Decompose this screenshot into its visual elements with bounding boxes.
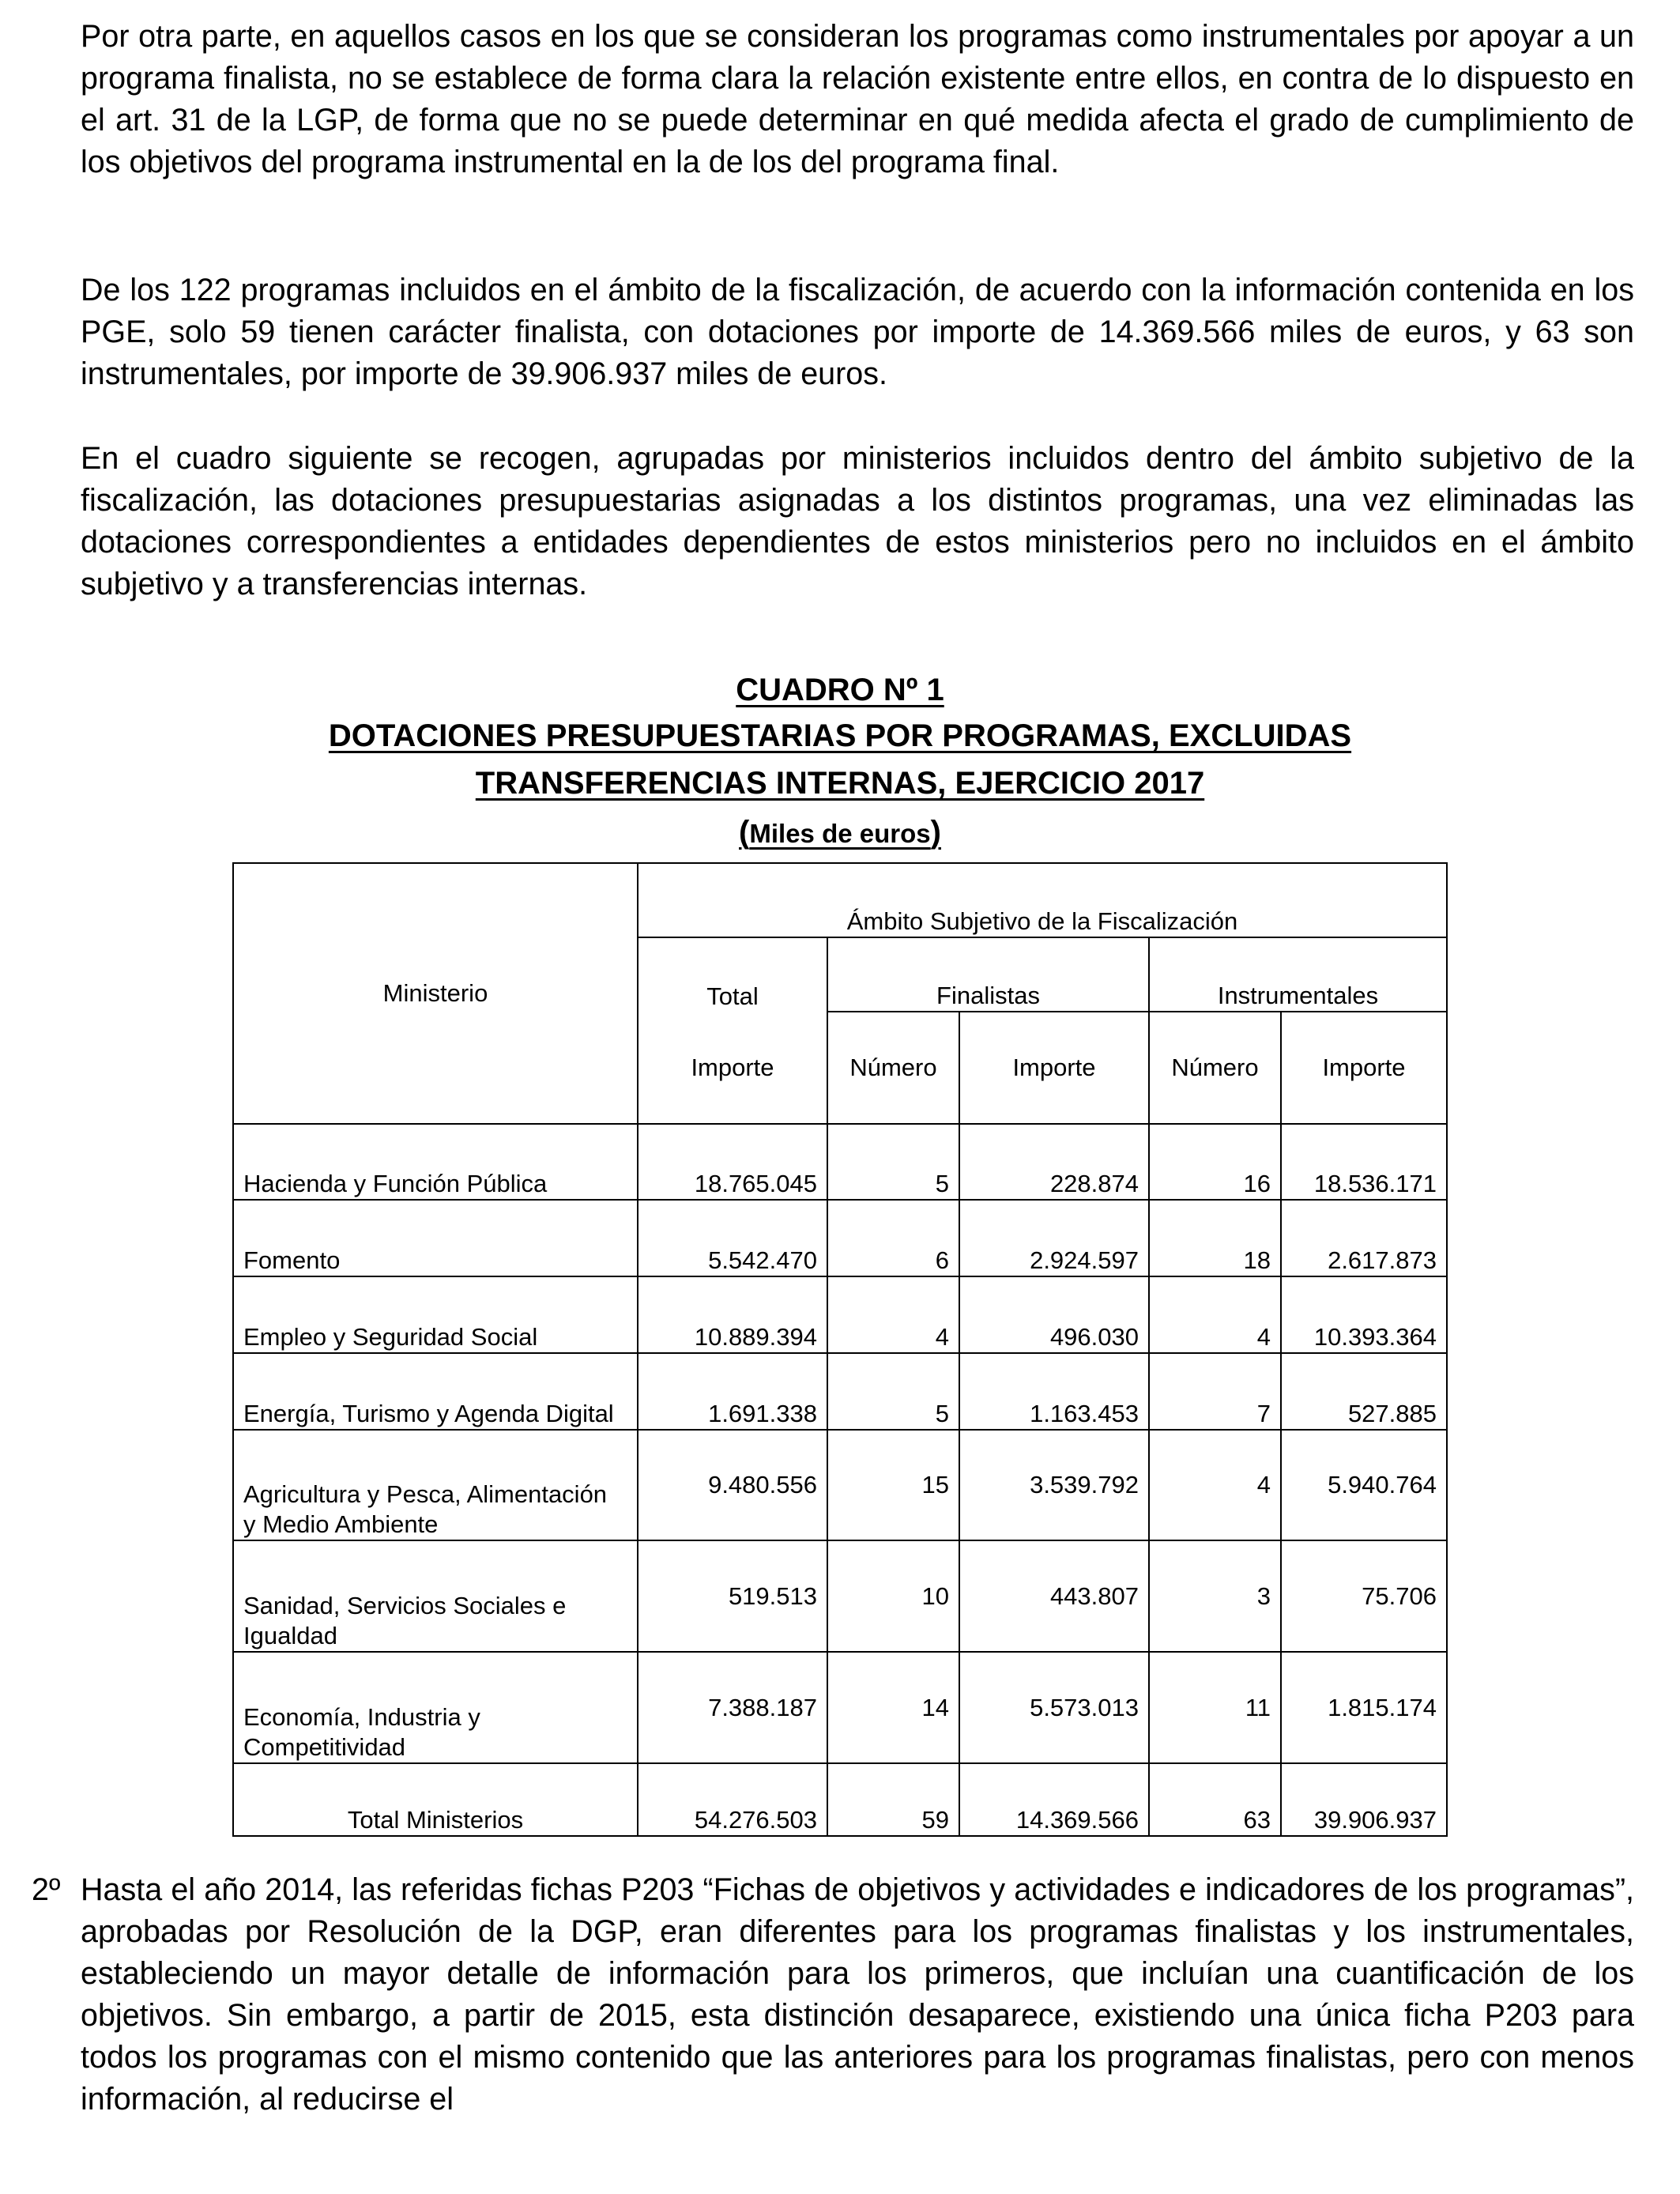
header-total-importe: Importe (638, 1012, 827, 1124)
paragraph-cuadro-intro: En el cuadro siguiente se recogen, agrupadas por ministerios incluidos dentro del ámbito subjetivo de la fiscalización, las dotaciones presupuestarias asignadas a los distintos programas, una vez eliminadas las dotaciones correspondientes a entidades dependientes de estos ministerios pero no incluidos en el ámbito subjetivo y a transferencias internas. (81, 441, 1634, 601)
table-row (233, 1276, 1447, 1353)
row-fin-imp: 5.573.013 (959, 1652, 1149, 1763)
header-finalistas: Finalistas (827, 937, 1149, 1012)
paragraph-fichas-p203: Hasta el año 2014, las referidas fichas P203 “Fichas de objetivos y actividades e indicadores de los programas”, aprobadas por Resolución de la DGP, eran diferentes para los programas finalistas y los instrumentales, estableciendo un mayor detalle de información para los primeros, que incluían una cuantificación de los objetivos. Sin embargo, a partir de 2015, esta distinción desaparece, existiendo una única ficha P203 para todos los programas con el mismo contenido que las anteriores para los programas finalistas, pero con menos información, al reducirse el (81, 1872, 1634, 2117)
table-total-row (233, 1763, 1447, 1836)
row-ins-imp: 527.885 (1281, 1353, 1447, 1430)
total-row-total: 54.276.503 (638, 1763, 827, 1836)
row-ins-num: 4 (1149, 1276, 1281, 1353)
row-fin-num: 14 (827, 1652, 959, 1763)
row-total: 10.889.394 (638, 1276, 827, 1353)
table-units: (Miles de euros) (739, 815, 941, 850)
row-total: 1.691.338 (638, 1353, 827, 1430)
row-ins-imp: 75.706 (1281, 1540, 1447, 1652)
row-fin-num: 5 (827, 1353, 959, 1430)
header-instrumentales: Instrumentales (1149, 937, 1447, 1012)
row-ins-imp: 10.393.364 (1281, 1276, 1447, 1353)
table-row (233, 1353, 1447, 1430)
row-name: Energía, Turismo y Agenda Digital (233, 1353, 638, 1430)
header-total: Total (638, 937, 827, 1012)
row-ins-num: 11 (1149, 1652, 1281, 1763)
row-fin-imp: 1.163.453 (959, 1353, 1149, 1430)
dotaciones-table (232, 862, 1448, 1837)
header-ambito: Ámbito Subjetivo de la Fiscalización (638, 863, 1447, 937)
table-title-line-1: DOTACIONES PRESUPUESTARIAS POR PROGRAMAS, EXCLUIDAS (328, 718, 1352, 753)
row-fin-imp: 228.874 (959, 1124, 1149, 1200)
row-total: 519.513 (638, 1540, 827, 1652)
row-name: Economía, Industria y Competitividad (233, 1652, 638, 1763)
total-row-ins-imp: 39.906.937 (1281, 1763, 1447, 1836)
row-name: Hacienda y Función Pública (233, 1124, 638, 1200)
row-total: 18.765.045 (638, 1124, 827, 1200)
header-finalistas-numero: Número (827, 1012, 959, 1124)
row-fin-num: 4 (827, 1276, 959, 1353)
total-row-name: Total Ministerios (233, 1763, 638, 1836)
row-total: 9.480.556 (638, 1430, 827, 1540)
header-instrumentales-importe: Importe (1281, 1012, 1447, 1124)
row-name: Agricultura y Pesca, Alimentación y Medio Ambiente (233, 1430, 638, 1540)
row-ins-num: 16 (1149, 1124, 1281, 1200)
row-fin-imp: 443.807 (959, 1540, 1149, 1652)
row-ins-imp: 18.536.171 (1281, 1124, 1447, 1200)
list-number-2: 2º (32, 1872, 61, 1907)
row-ins-imp: 2.617.873 (1281, 1200, 1447, 1276)
paragraph-programas-instrumentales: Por otra parte, en aquellos casos en los que se consideran los programas como instrumentales por apoyar a un programa finalista, no se establece de forma clara la relación existente entre ellos, en contra de lo dispuesto en el art. 31 de la LGP, de forma que no se puede determinar en qué medida afecta el grado de cumplimiento de los objetivos del programa instrumental en la de los del programa final. (81, 19, 1634, 179)
table-title-number: CUADRO Nº 1 (736, 673, 944, 707)
total-row-ins-num: 63 (1149, 1763, 1281, 1836)
row-total: 7.388.187 (638, 1652, 827, 1763)
header-finalistas-importe: Importe (959, 1012, 1149, 1124)
total-row-fin-imp: 14.369.566 (959, 1763, 1149, 1836)
table-row (233, 1200, 1447, 1276)
table-row (233, 1540, 1447, 1652)
row-fin-imp: 3.539.792 (959, 1430, 1149, 1540)
total-row-fin-num: 59 (827, 1763, 959, 1836)
header-ministerio: Ministerio (233, 863, 638, 1124)
row-ins-imp: 1.815.174 (1281, 1652, 1447, 1763)
paragraph-122-programas: De los 122 programas incluidos en el ámbito de la fiscalización, de acuerdo con la información contenida en los PGE, solo 59 tienen carácter finalista, con dotaciones por importe de 14.369.566 miles de euros, y 63 son instrumentales, por importe de 39.906.937 miles de euros. (81, 273, 1634, 391)
row-fin-num: 10 (827, 1540, 959, 1652)
row-name: Empleo y Seguridad Social (233, 1276, 638, 1353)
row-ins-imp: 5.940.764 (1281, 1430, 1447, 1540)
row-name: Sanidad, Servicios Sociales e Igualdad (233, 1540, 638, 1652)
row-fin-num: 15 (827, 1430, 959, 1540)
row-ins-num: 3 (1149, 1540, 1281, 1652)
row-ins-num: 7 (1149, 1353, 1281, 1430)
row-name: Fomento (233, 1200, 638, 1276)
row-fin-imp: 2.924.597 (959, 1200, 1149, 1276)
row-fin-num: 6 (827, 1200, 959, 1276)
row-ins-num: 18 (1149, 1200, 1281, 1276)
table-row (233, 1124, 1447, 1200)
row-total: 5.542.470 (638, 1200, 827, 1276)
row-ins-num: 4 (1149, 1430, 1281, 1540)
row-fin-num: 5 (827, 1124, 959, 1200)
header-instrumentales-numero: Número (1149, 1012, 1281, 1124)
table-row (233, 1652, 1447, 1763)
table-row (233, 1430, 1447, 1540)
table-title-line-2: TRANSFERENCIAS INTERNAS, EJERCICIO 2017 (475, 766, 1205, 801)
row-fin-imp: 496.030 (959, 1276, 1149, 1353)
